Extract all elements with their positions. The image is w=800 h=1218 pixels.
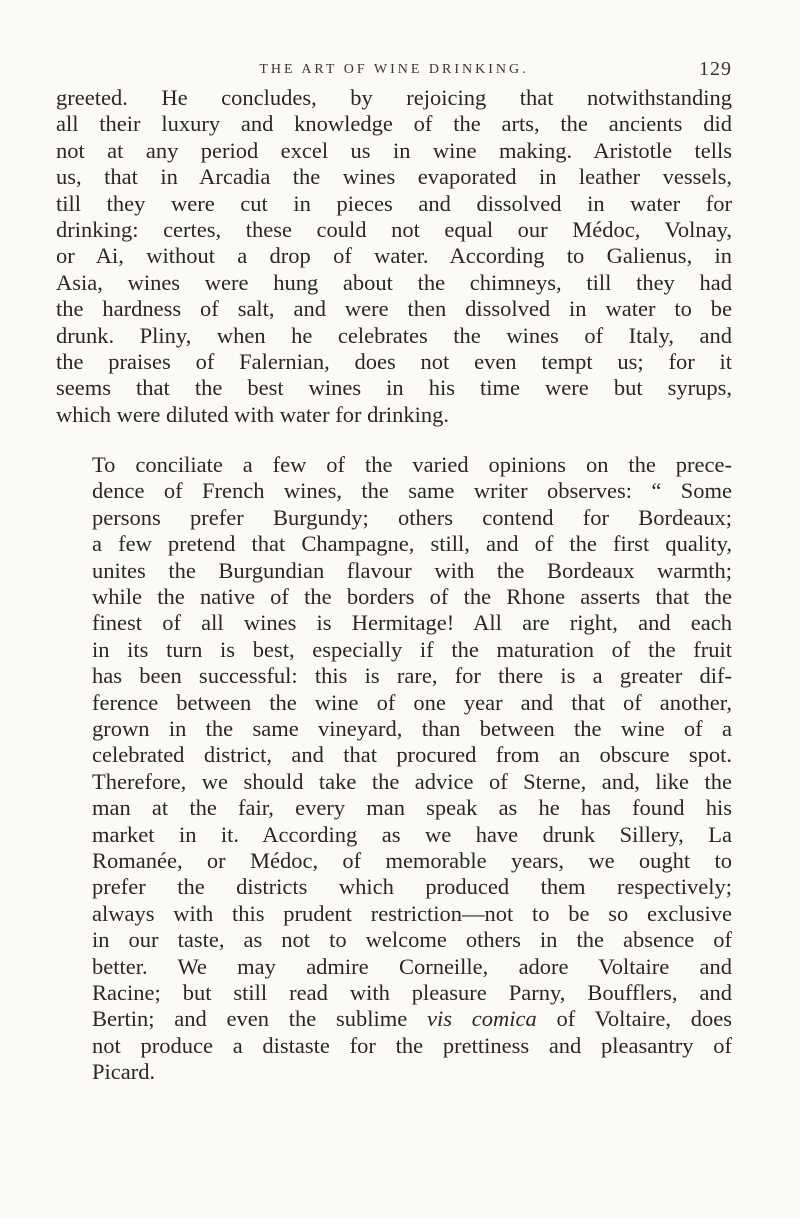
- text-line: better. We may admire Corneille, adore Voltaire and: [92, 953, 732, 979]
- text-line: in its turn is best, especially if the maturation of the fruit: [92, 636, 732, 662]
- text-line: grown in the same vineyard, than between the wine of a: [92, 715, 732, 741]
- paragraph-1: [56, 85, 732, 428]
- text-line-with-italic: [56, 1006, 732, 1032]
- text-line: greeted. He concludes, by rejoicing that notwithstanding: [56, 85, 732, 110]
- text-line: till they were cut in pieces and dissolved in water for: [56, 190, 732, 216]
- text-line: unites the Burgundian flavour with the Bordeaux warmth;: [92, 557, 732, 583]
- text-line: persons prefer Burgundy; others contend for Bordeaux;: [92, 504, 732, 530]
- text-line: seems that the best wines in his time were but syrups,: [56, 375, 732, 401]
- text-line: prefer the districts which produced them respectively;: [92, 874, 732, 900]
- text-line: all their luxury and knowledge of the arts, the ancients did: [56, 111, 732, 137]
- text-line: celebrated district, and that procured from an obscure spot.: [92, 742, 732, 768]
- paragraph-2: [56, 452, 732, 1085]
- text-line: dence of French wines, the same writer observes: “ Some: [92, 478, 732, 504]
- text-line: Racine; but still read with pleasure Parny, Boufflers, and: [92, 979, 732, 1005]
- text-line: not at any period excel us in wine making. Aristotle tells: [56, 137, 732, 163]
- text-line: Picard.: [92, 1059, 156, 1085]
- text-segment: of Voltaire, does: [536, 1006, 733, 1032]
- text-line: market in it. According as we have drunk Sillery, La: [92, 821, 732, 847]
- body-text: [56, 85, 732, 1085]
- text-line: which were diluted with water for drinking.: [56, 401, 450, 427]
- text-segment: Bertin; and even the sublime: [92, 1006, 427, 1032]
- text-line: while the native of the borders of the Rhone asserts that the: [92, 584, 732, 610]
- text-line: has been successful: this is rare, for there is a greater dif-: [92, 663, 732, 689]
- text-line: not produce a distaste for the prettiness and pleasantry of: [92, 1032, 732, 1058]
- page-number: 129: [699, 58, 732, 80]
- text-line: always with this prudent restriction—not to be so exclusive: [92, 900, 732, 926]
- text-line: or Ai, without a drop of water. According to Galienus, in: [56, 243, 732, 269]
- text-line: man at the fair, every man speak as he has found his: [92, 795, 732, 821]
- running-head: [56, 58, 732, 86]
- text-line: a few pretend that Champagne, still, and of the first quality,: [92, 531, 732, 557]
- text-line: in our taste, as not to welcome others in the absence of: [92, 927, 732, 953]
- text-line: drunk. Pliny, when he celebrates the wines of Italy, and: [56, 322, 732, 348]
- text-line: finest of all wines is Hermitage! All are right, and each: [92, 610, 732, 636]
- italic-phrase: vis comica: [426, 1006, 537, 1032]
- text-line: To conciliate a few of the varied opinions on the prece-: [92, 452, 732, 478]
- text-line: the hardness of salt, and were then dissolved in water to be: [56, 296, 732, 322]
- text-line: drinking: certes, these could not equal our Médoc, Volnay,: [56, 216, 732, 242]
- text-line: us, that in Arcadia the wines evaporated in leather vessels,: [56, 164, 732, 190]
- text-line: ference between the wine of one year and that of another,: [92, 689, 732, 715]
- text-line: Asia, wines were hung about the chimneys, till they had: [56, 269, 732, 295]
- text-line: the praises of Falernian, does not even tempt us; for it: [56, 348, 732, 374]
- text-line: Therefore, we should take the advice of Sterne, and, like the: [92, 768, 732, 794]
- running-title: THE ART OF WINE DRINKING.: [259, 62, 529, 77]
- text-line: Romanée, or Médoc, of memorable years, we ought to: [92, 847, 732, 873]
